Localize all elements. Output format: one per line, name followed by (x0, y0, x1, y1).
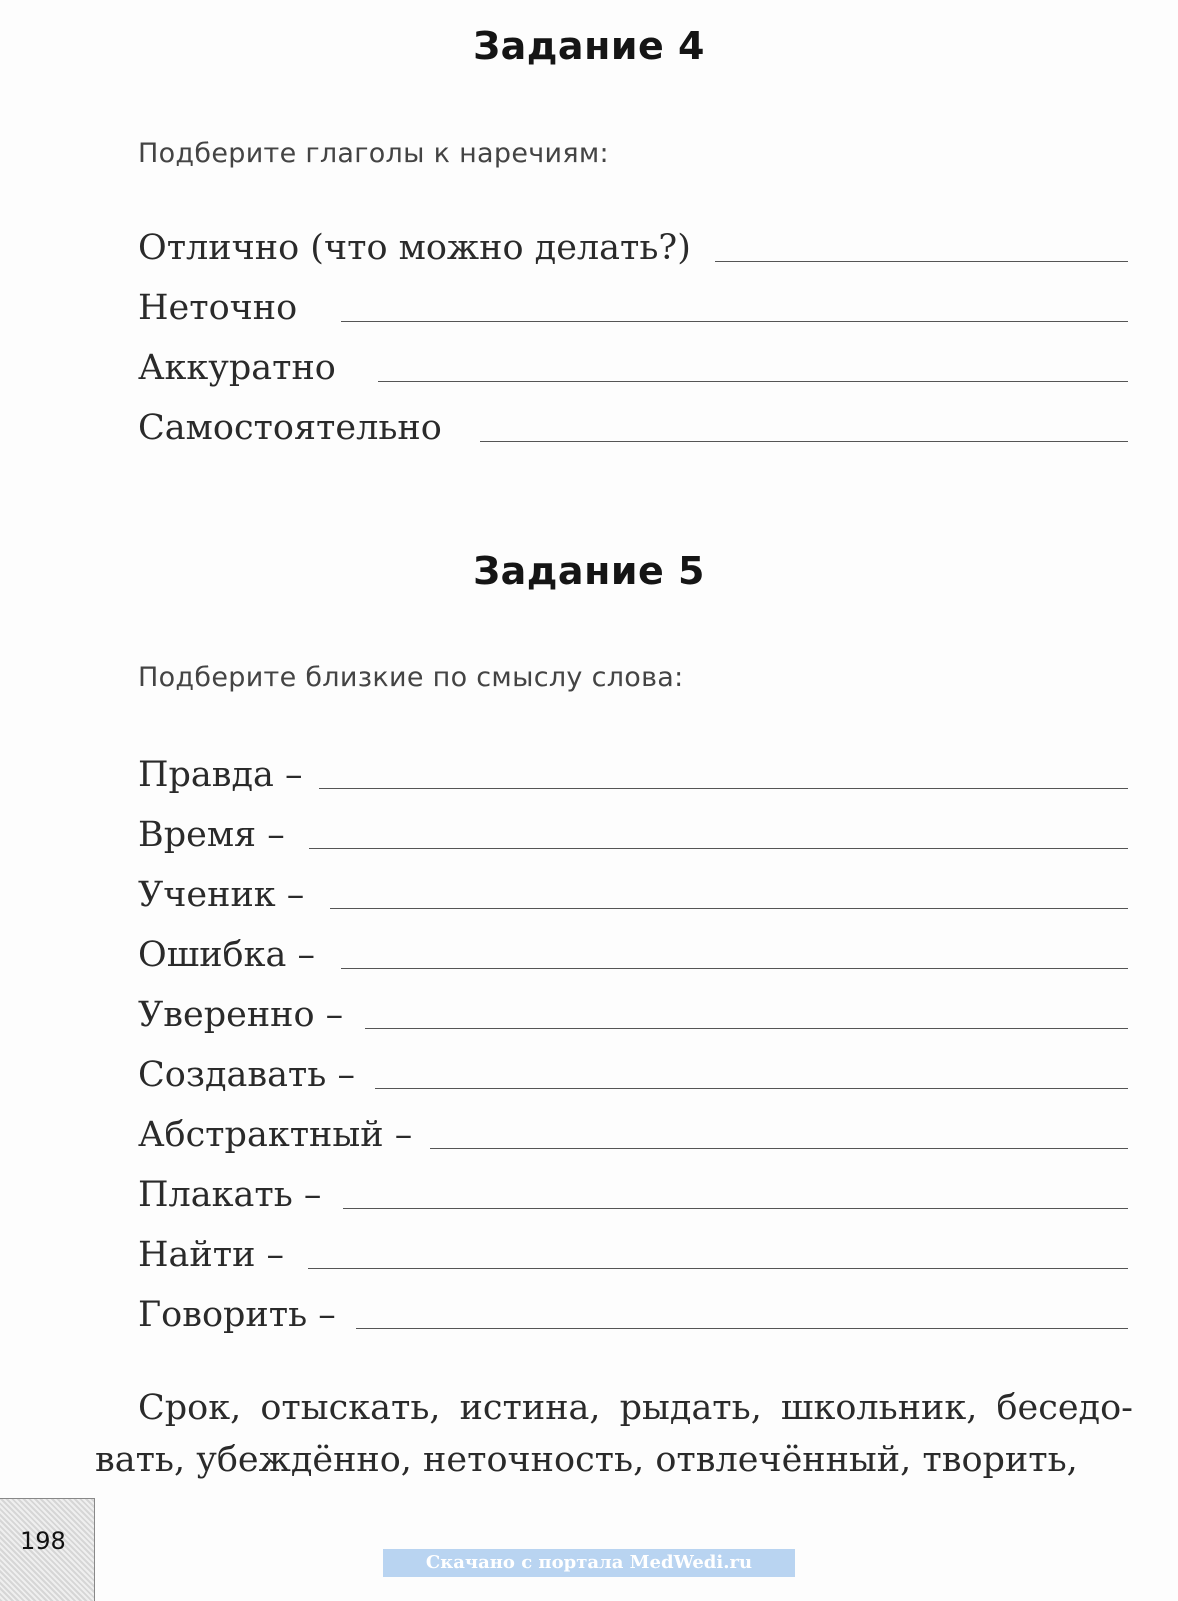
word-label: Найти – (138, 1235, 285, 1275)
answer-line[interactable] (715, 261, 1128, 262)
answer-line[interactable] (430, 1148, 1128, 1149)
answer-line[interactable] (308, 1268, 1128, 1269)
answer-line[interactable] (319, 788, 1128, 789)
task-4-row (138, 396, 1128, 446)
answer-line[interactable] (309, 848, 1128, 849)
task-5-instruction: Подберите близкие по смыслу слова: (138, 662, 684, 693)
task-5-row (138, 923, 1128, 973)
answer-line[interactable] (341, 321, 1128, 322)
answer-line[interactable] (343, 1208, 1128, 1209)
task-5-row (138, 863, 1128, 913)
answer-line[interactable] (378, 381, 1128, 382)
answer-line[interactable] (480, 441, 1128, 442)
answer-line[interactable] (341, 968, 1128, 969)
task-4-row (138, 336, 1128, 386)
adverb-label: Неточно (138, 288, 298, 328)
task-5-row (138, 803, 1128, 853)
adverb-label: Отлично (что можно делать?) (138, 228, 691, 268)
word-bank-line-1: Срок, отыскать, истина, рыдать, школьник, беседо- (138, 1388, 1133, 1428)
page-number-box (0, 1498, 95, 1601)
task-4-instruction: Подберите глаголы к наречиям: (138, 138, 609, 169)
word-label: Говорить – (138, 1295, 336, 1335)
word-label: Создавать – (138, 1055, 355, 1095)
task-5-row (138, 1163, 1128, 1213)
answer-line[interactable] (365, 1028, 1128, 1029)
task-4-row (138, 216, 1128, 266)
task-4-row (138, 276, 1128, 326)
word-label: Ошибка – (138, 935, 315, 975)
adverb-label: Аккуратно (138, 348, 336, 388)
answer-line[interactable] (330, 908, 1128, 909)
task-5-row (138, 1103, 1128, 1153)
task-5-row (138, 743, 1128, 793)
word-bank-line-2: вать, убеждённо, неточность, отвлечённый, творить, (95, 1440, 1078, 1480)
adverb-label: Самостоятельно (138, 408, 442, 448)
answer-line[interactable] (375, 1088, 1128, 1089)
watermark-banner: Скачано с портала MedWedi.ru (383, 1549, 795, 1577)
task-5-row (138, 1043, 1128, 1093)
task-4-title: Задание 4 (473, 24, 705, 68)
word-label: Абстрактный – (138, 1115, 413, 1155)
task-5-row (138, 983, 1128, 1033)
task-5-title: Задание 5 (473, 549, 705, 593)
word-bank (95, 1382, 1133, 1486)
answer-line[interactable] (356, 1328, 1128, 1329)
word-label: Правда – (138, 755, 303, 795)
page-number: 198 (20, 1527, 66, 1555)
task-5-row (138, 1283, 1128, 1333)
word-label: Плакать – (138, 1175, 322, 1215)
word-label: Время – (138, 815, 285, 855)
task-5-row (138, 1223, 1128, 1273)
word-label: Уверенно – (138, 995, 344, 1035)
word-label: Ученик – (138, 875, 305, 915)
